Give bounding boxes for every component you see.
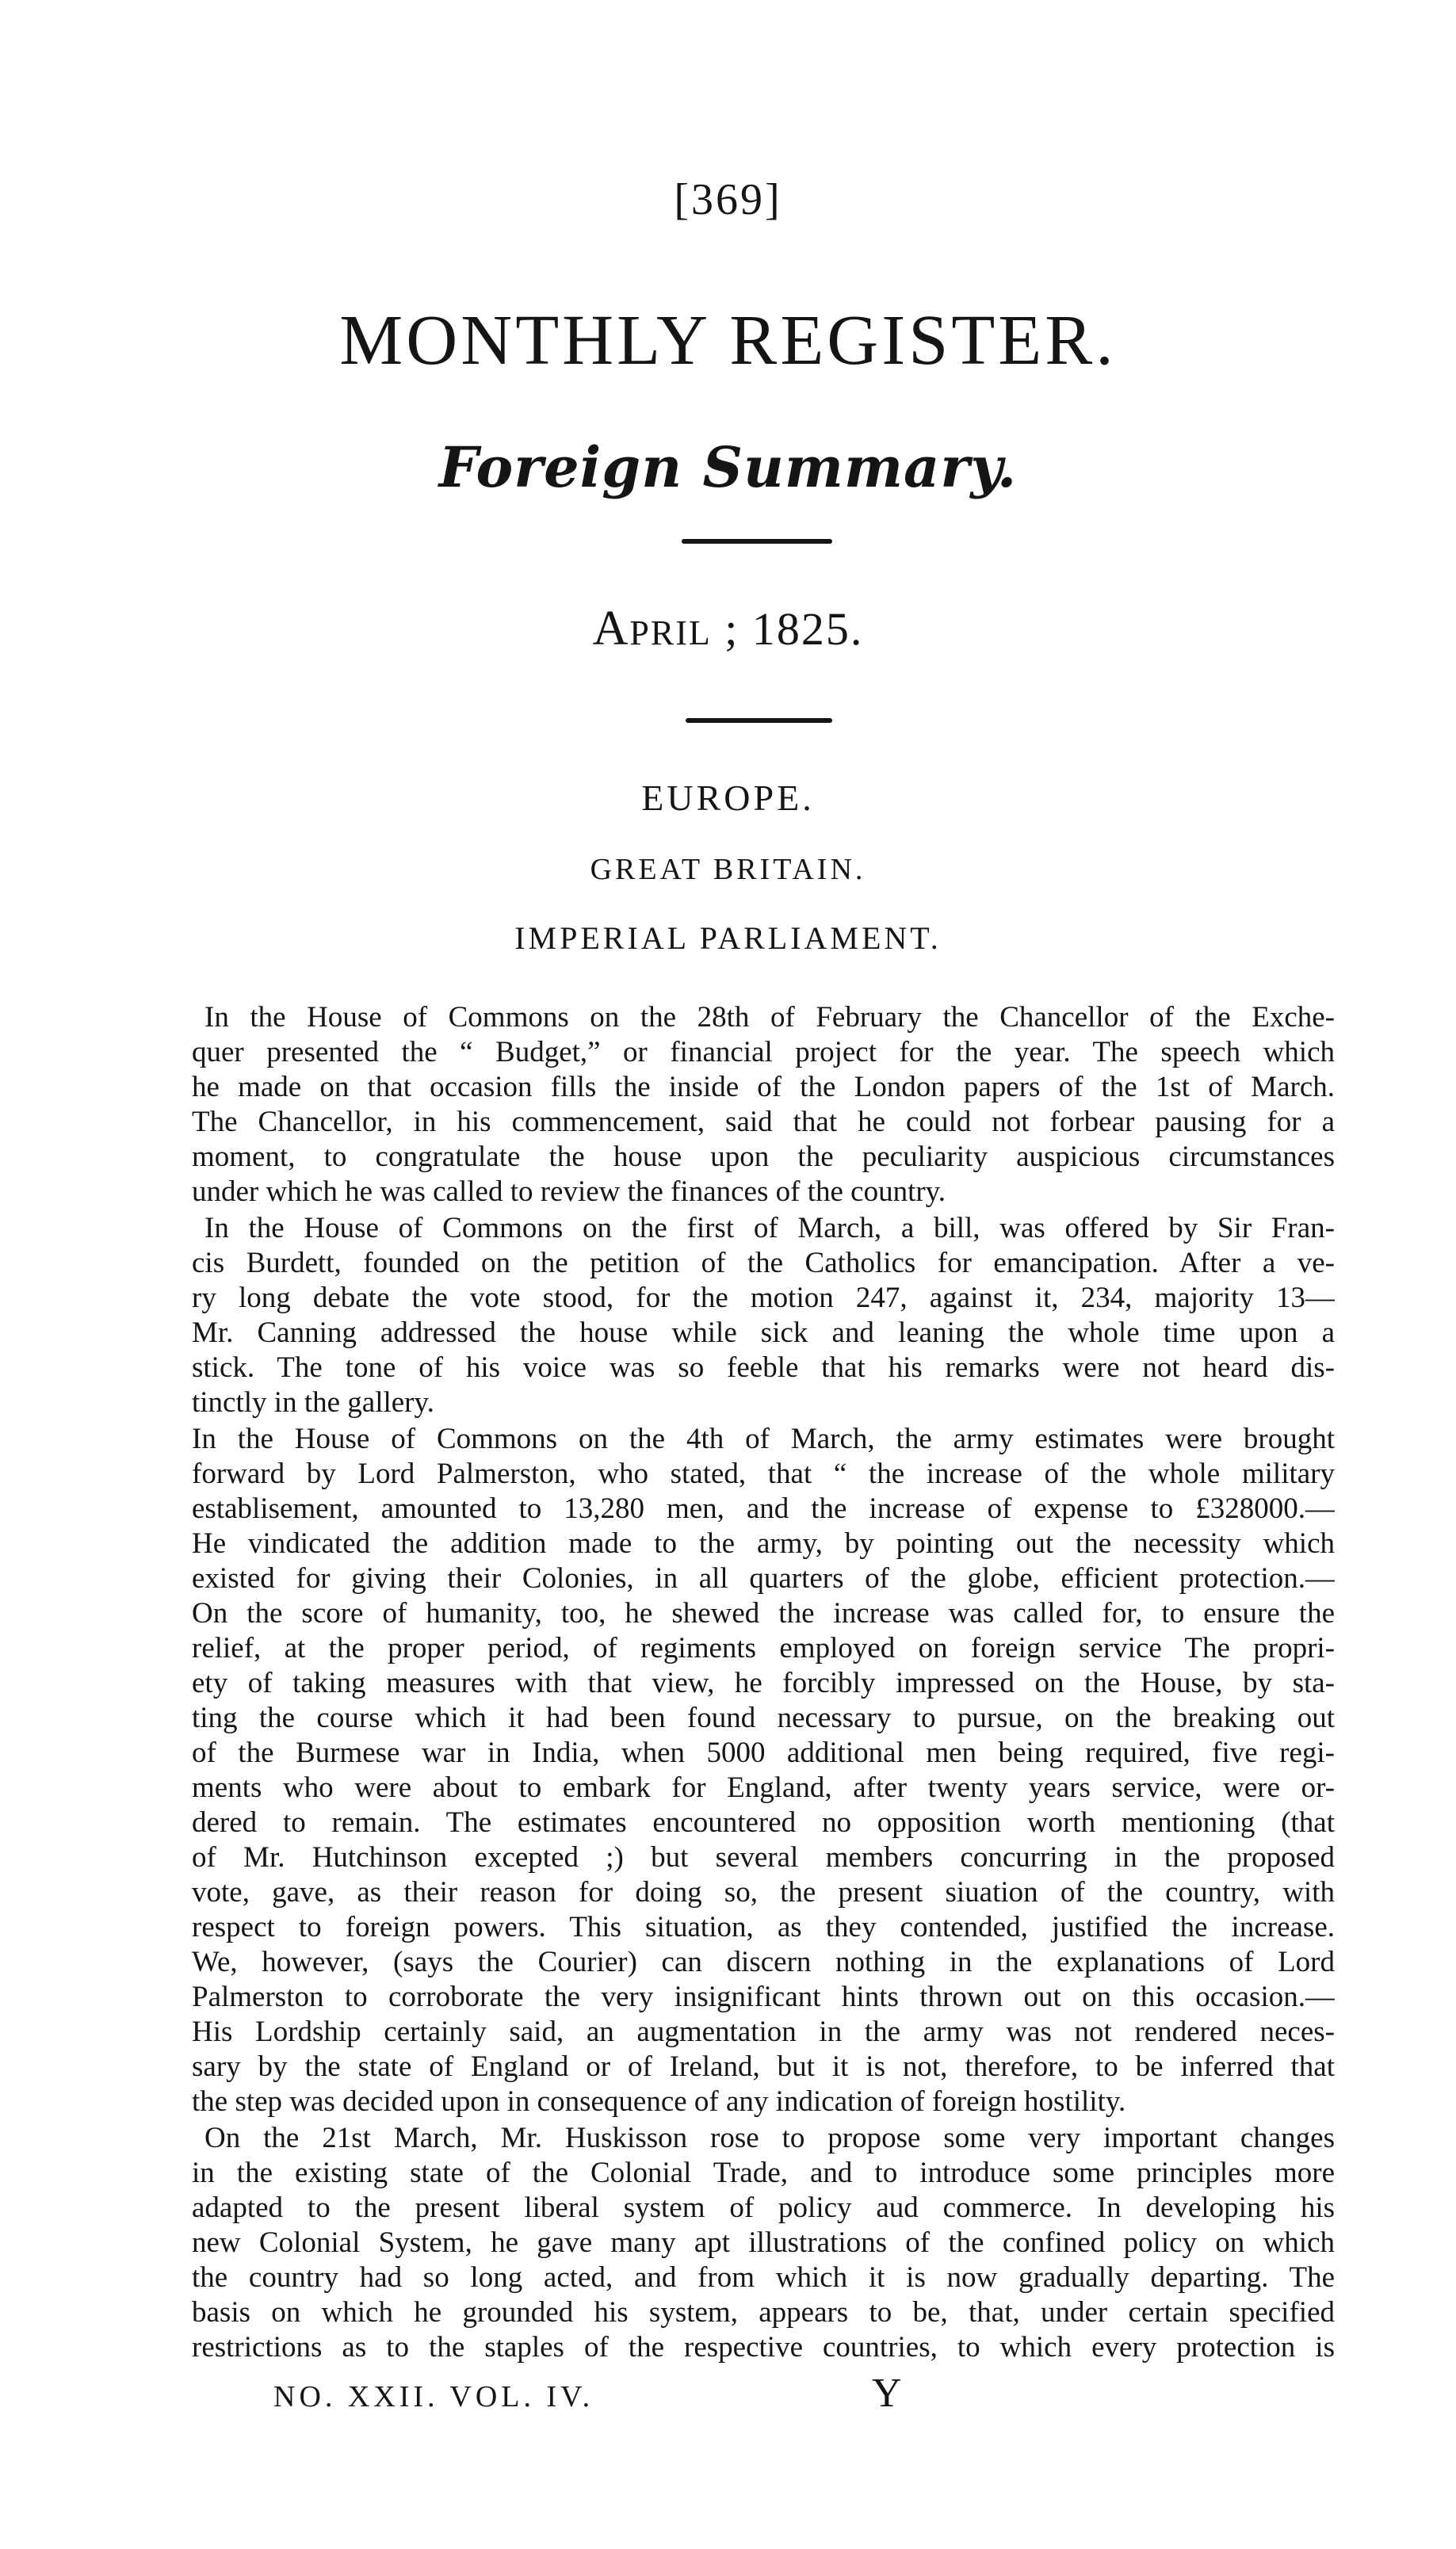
section-heading-country: GREAT BRITAIN. bbox=[590, 853, 866, 886]
text-line: tinctly in the gallery. bbox=[192, 1386, 434, 1419]
text-line: Palmerston to corroborate the very insignificant hints thrown out on this occasion.— bbox=[192, 1981, 1335, 2013]
issue-date-capital: A bbox=[592, 602, 630, 655]
text-line: establisement, amounted to 13,280 men, and the increase of expense to £328000.— bbox=[192, 1492, 1335, 1525]
text-line: adapted to the present liberal system of policy aud commerce. In developing his bbox=[192, 2192, 1335, 2224]
text-line: restrictions as to the staples of the respective countries, to which every protection is bbox=[192, 2331, 1335, 2364]
text-line: of Mr. Hutchinson excepted ;) but several members concurring in the proposed bbox=[192, 1841, 1335, 1874]
ornamental-rule-top bbox=[682, 539, 832, 544]
text-line: ting the course which it had been found necessary to pursue, on the breaking out bbox=[192, 1702, 1335, 1734]
page-subtitle: Foreign Summary. bbox=[438, 434, 1018, 500]
page-number: [369] bbox=[674, 175, 782, 224]
text-line: sary by the state of England or of Ireland, but it is not, therefore, to be inferred that bbox=[192, 2050, 1335, 2083]
text-line: in the existing state of the Colonial Trade, and to introduce some principles more bbox=[192, 2157, 1335, 2189]
text-line: under which he was called to review the finances of the country. bbox=[192, 1175, 946, 1208]
text-line: ety of taking measures with that view, he forcibly impressed on the House, by sta- bbox=[192, 1667, 1335, 1699]
page-title: MONTHLY REGISTER. bbox=[339, 301, 1117, 380]
text-line: moment, to congratulate the house upon the peculiarity auspicious circumstances bbox=[192, 1141, 1335, 1173]
text-line: cis Burdett, founded on the petition of the Catholics for emancipation. After a ve- bbox=[192, 1247, 1335, 1279]
text-line: In the House of Commons on the 4th of March, the army estimates were brought bbox=[192, 1423, 1335, 1455]
text-line: of the Burmese war in India, when 5000 additional men being required, five regi- bbox=[192, 1737, 1335, 1769]
text-line: He vindicated the addition made to the army, by pointing out the necessity which bbox=[192, 1527, 1335, 1560]
section-heading-body: IMPERIAL PARLIAMENT. bbox=[514, 920, 942, 956]
gathering-letter: Y bbox=[872, 2371, 902, 2416]
text-line: he made on that occasion fills the inside of the London papers of the 1st of March. bbox=[192, 1071, 1335, 1103]
text-line: On the 21st March, Mr. Huskisson rose to propose some very important changes bbox=[204, 2122, 1335, 2154]
issue-date bbox=[0, 601, 1456, 657]
issue-date-rest: ; 1825. bbox=[724, 603, 864, 655]
text-line: The Chancellor, in his commencement, said that he could not forbear pausing for a bbox=[192, 1106, 1335, 1138]
text-line: His Lordship certainly said, an augmentation in the army was not rendered neces- bbox=[192, 2016, 1335, 2048]
text-line: the step was decided upon in consequence of any indication of foreign hostility. bbox=[192, 2085, 1126, 2118]
text-line: ry long debate the vote stood, for the motion 247, against it, 234, majority 13— bbox=[192, 1282, 1335, 1314]
text-line: respect to foreign powers. This situation, as they contended, justified the increase. bbox=[192, 1911, 1335, 1943]
text-line: vote, gave, as their reason for doing so, the present siuation of the country, with bbox=[192, 1876, 1335, 1909]
text-line: In the House of Commons on the first of March, a bill, was offered by Sir Fran- bbox=[204, 1212, 1335, 1244]
text-line: relief, at the proper period, of regiments employed on foreign service The propri- bbox=[192, 1632, 1335, 1664]
text-line: dered to remain. The estimates encountered no opposition worth mentioning (that bbox=[192, 1806, 1335, 1839]
text-line: quer presented the “ Budget,” or financial project for the year. The speech which bbox=[192, 1036, 1335, 1068]
text-line: Mr. Canning addressed the house while sick and leaning the whole time upon a bbox=[192, 1317, 1335, 1349]
text-line: On the score of humanity, too, he shewed the increase was called for, to ensure the bbox=[192, 1597, 1335, 1630]
issue-date-smallcaps: PRIL bbox=[629, 613, 712, 652]
text-line: the country had so long acted, and from which it is now gradually departing. The bbox=[192, 2261, 1335, 2294]
text-line: forward by Lord Palmerston, who stated, that “ the increase of the whole military bbox=[192, 1458, 1335, 1490]
text-line: new Colonial System, he gave many apt illustrations of the confined policy on which bbox=[192, 2226, 1335, 2259]
signature-mark: NO. XXII. VOL. IV. bbox=[273, 2380, 594, 2413]
text-line: stick. The tone of his voice was so feeble that his remarks were not heard dis- bbox=[192, 1351, 1335, 1384]
text-line: We, however, (says the Courier) can discern nothing in the explanations of Lord bbox=[192, 1946, 1335, 1978]
text-line: ments who were about to embark for England, after twenty years service, were or- bbox=[192, 1771, 1335, 1804]
ornamental-rule-bottom bbox=[686, 718, 832, 723]
text-line: basis on which he grounded his system, appears to be, that, under certain specified bbox=[192, 2296, 1335, 2329]
text-line: existed for giving their Colonies, in all quarters of the globe, efficient protection.— bbox=[192, 1562, 1335, 1595]
text-line: In the House of Commons on the 28th of February the Chancellor of the Exche- bbox=[204, 1001, 1335, 1034]
section-heading-region: EUROPE. bbox=[641, 778, 815, 818]
